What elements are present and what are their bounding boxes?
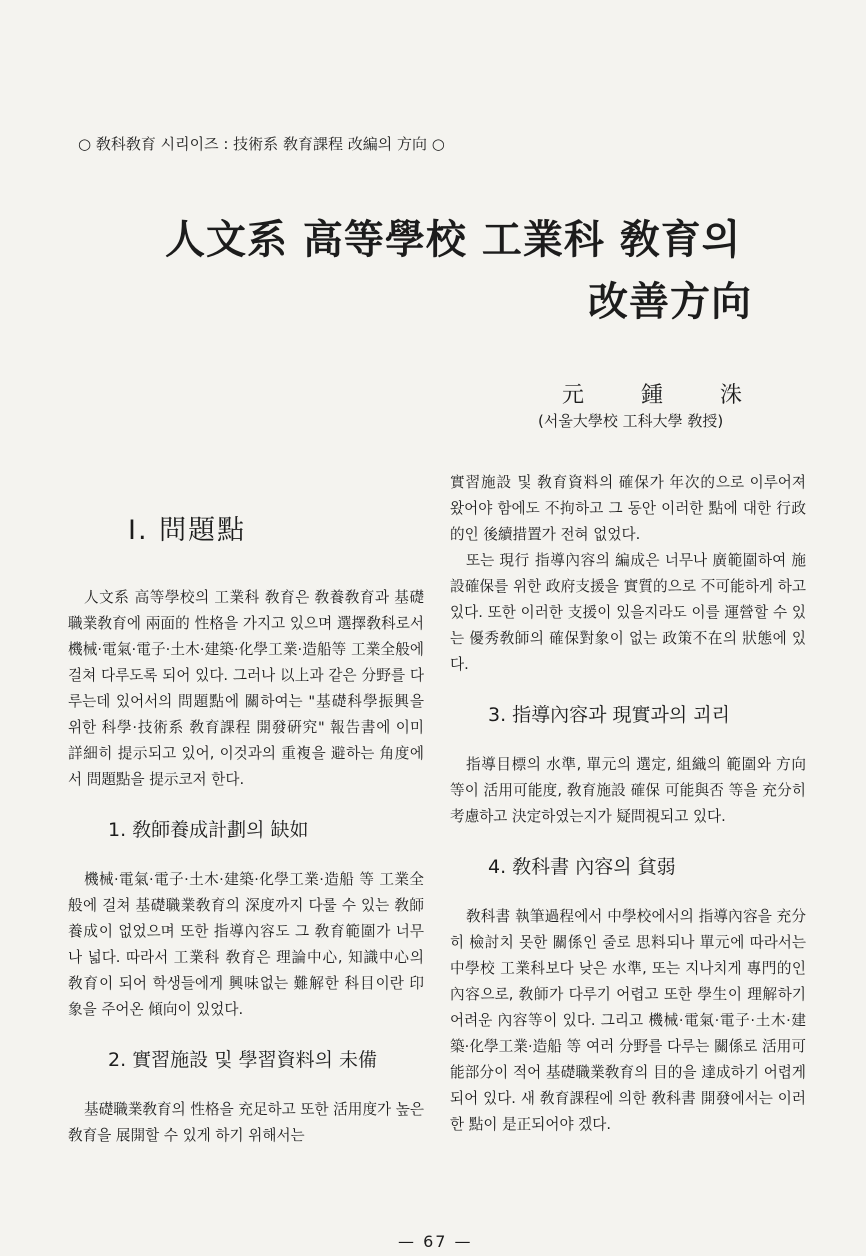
- page-number: — 67 —: [398, 1232, 473, 1251]
- body-paragraph: 機械·電氣·電子·土木·建築·化學工業·造船 等 工業全般에 걸쳐 基礎職業敎育의 深度까지 다룰 수 있는 敎師養成이 없었으며 또한 指導內容도 그 敎育範圍가 너무나 넓다. 따라서 工業科 敎育은 理論中心, 知識中心의 敎育이 되어 학생들에게 興味없는 難解한 科目이란 印象을 주어온 傾向이 있었다.: [68, 871, 424, 1018]
- subsection-heading: 2. 實習施設 및 學習資料의 未備: [108, 1049, 377, 1071]
- author-affiliation: (서울大學校 工科大學 敎授): [538, 412, 724, 430]
- section-heading: I. 問題點: [128, 515, 247, 546]
- author-name-char: 鍾: [640, 383, 663, 408]
- subsection-heading: 4. 敎科書 內容의 貧弱: [488, 856, 676, 878]
- body-paragraph: 敎科書 執筆過程에서 中學校에서의 指導內容을 充分히 檢討치 못한 關係인 줄로 思料되나 單元에 따라서는 中學校 工業科보다 낮은 水準, 또는 지나치게 專門的인 內容으로, 敎師가 다루기 어렵고 또한 學生이 理解하기 어려운 內容等이 있다. 그리고 機械·電氣·電子·土木·建築·化學工業·造船 等 여러 分野를 다루는 關係로 活用可能部分이 적어 基礎職業敎育의 目的을 達成하기 어렵게 되어 있다. 새 敎育課程에 의한 敎科書 開發에서는 이러한 點이 是正되어야 겠다.: [450, 908, 806, 1133]
- right-column: [450, 470, 806, 1138]
- article-title-line1: 人文系 高等學校 工業科 敎育의: [165, 217, 742, 263]
- body-paragraph: 指導目標의 水準, 單元의 選定, 組織의 範圍와 方向 等이 活用可能度, 敎育施設 確保 可能與否 等을 充分히 考慮하고 決定하였는지가 疑問視되고 있다.: [450, 756, 806, 825]
- author-name: [562, 378, 742, 409]
- body-paragraph: 基礎職業敎育의 性格을 充足하고 또한 活用度가 높은 敎育을 展開할 수 있게 하기 위해서는: [68, 1101, 424, 1144]
- author-name-char: 洙: [719, 383, 742, 408]
- body-paragraph: 또는 現行 指導內容의 編成은 너무나 廣範圍하여 施設確保를 위한 政府支援을 實質的으로 不可能하게 하고 있다. 또한 이러한 支援이 있을지라도 이를 運營할 수 있는 優秀敎師의 確保對象이 없는 政策不在의 狀態에 있다.: [450, 552, 806, 673]
- body-paragraph: 實習施設 및 敎育資料의 確保가 年次的으로 이루어져 왔어야 함에도 不拘하고 그 동안 이러한 點에 대한 行政的인 後續措置가 전혀 없었다.: [450, 474, 806, 543]
- subsection-heading: 3. 指導內容과 現實과의 괴리: [488, 704, 731, 726]
- series-banner: ○ 敎科敎育 시리이즈 : 技術系 敎育課程 改編의 方向 ○: [78, 135, 445, 153]
- body-paragraph: 人文系 高等學校의 工業科 敎育은 敎養敎育과 基礎職業敎育에 兩面的 性格을 가지고 있으며 選擇敎科로서 機械·電氣·電子·土木·建築·化學工業·造船等 工業全般에 걸쳐 다루도록 되어 있다. 그러나 以上과 같은 分野를 다루는데 있어서의 問題點에 關하여는 "基礎科學振興을 위한 科學·技術系 敎育課程 開發硏究" 報告書에 이미 詳細히 提示되고 있어, 이것과의 重複을 避하는 角度에서 問題點을 提示코저 한다.: [68, 589, 424, 788]
- article-title-line2: 改善方向: [588, 279, 752, 325]
- subsection-heading: 1. 敎師養成計劃의 缺如: [108, 819, 309, 841]
- author-name-char: 元: [562, 383, 585, 408]
- left-column: [68, 470, 424, 1149]
